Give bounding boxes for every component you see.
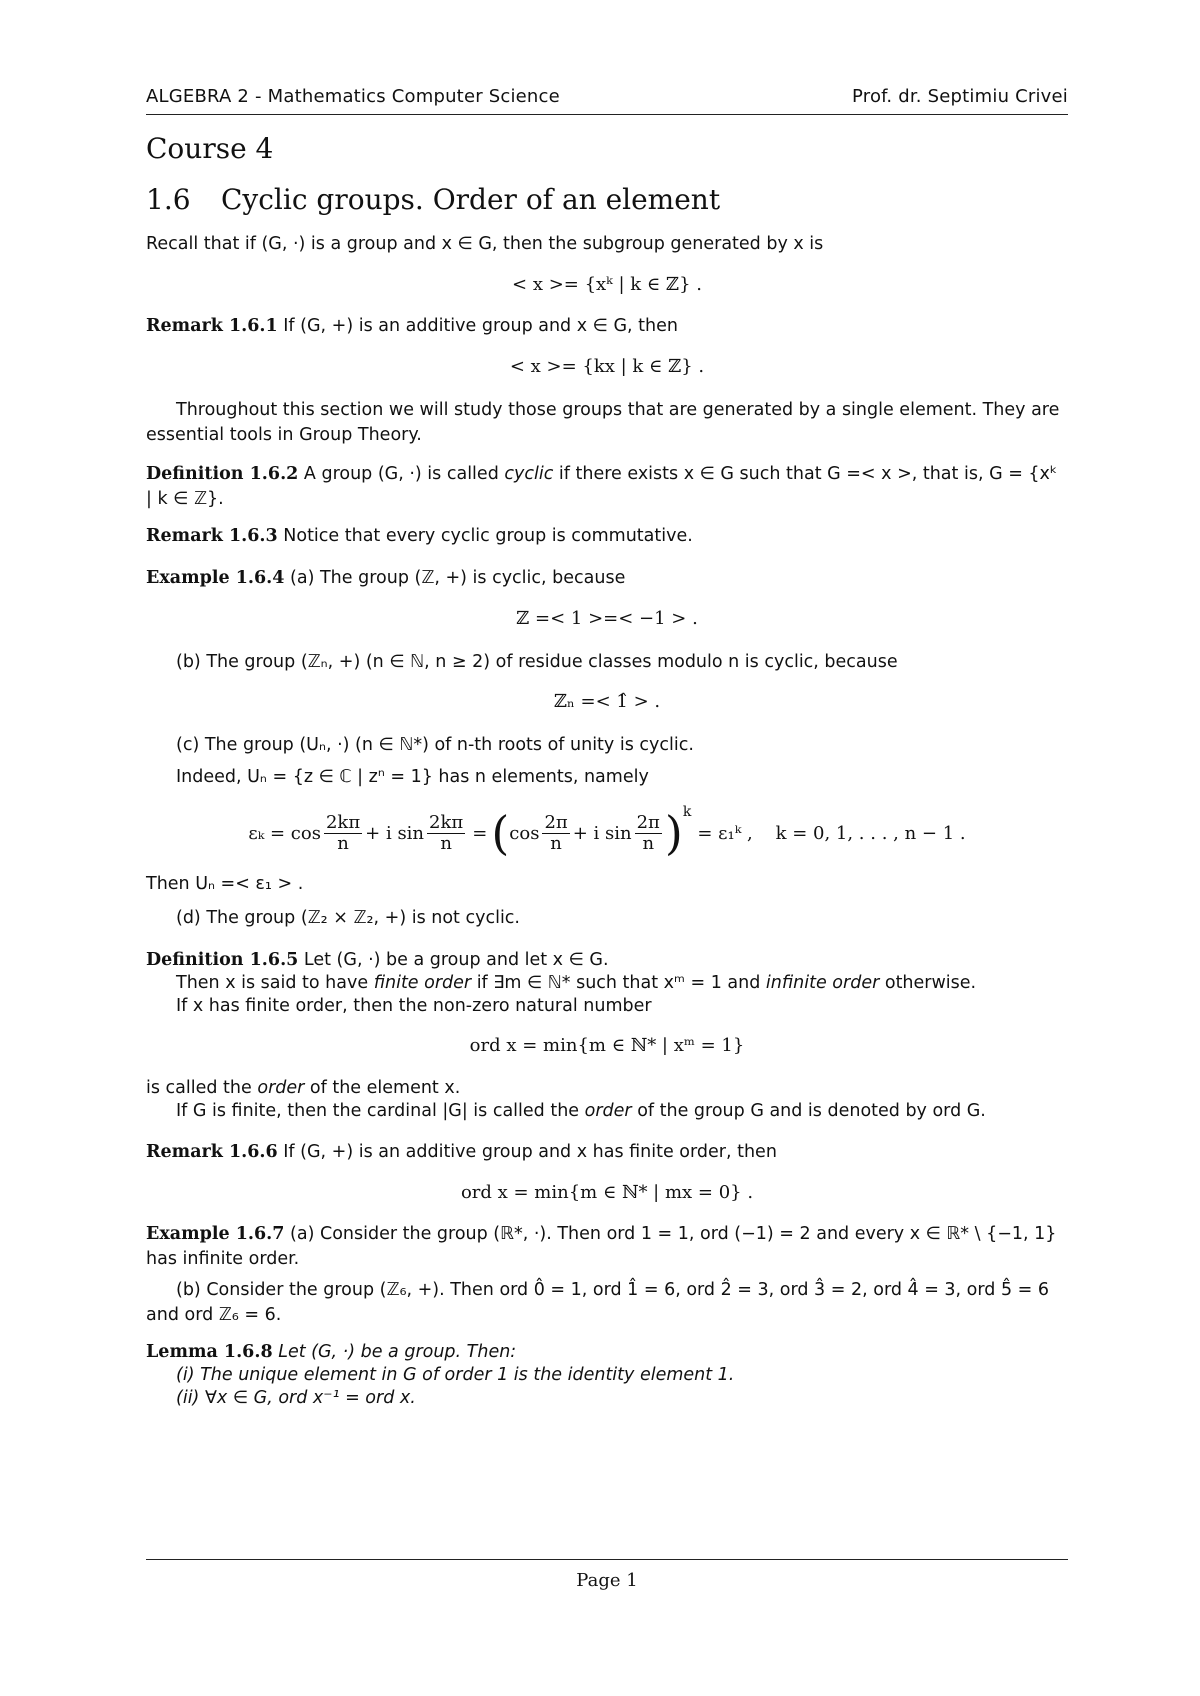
then-un: Then Uₙ =< ε₁ > . [146, 874, 304, 894]
fraction: $\frac{2\pi}{n}$ [636, 811, 660, 854]
throughout-paragraph: Throughout this section we will study those groups that are generated by a single element. They are essential tools in Group Theory. [146, 400, 1060, 445]
lemma-1-6-8 [146, 1340, 1068, 1365]
equation-ord-additive: ord x = min{m ∈ ℕ* | mx = 0} . [460, 1182, 754, 1203]
remark-text: If (G, +) is an additive group and x ∈ G, then [283, 316, 678, 336]
remark-text: Notice that every cyclic group is commutative. [283, 526, 693, 546]
definition-1-6-5-after1: is called the order of the element x. [146, 1078, 461, 1098]
remark-label: Remark 1.6.6 [146, 1142, 278, 1162]
example-part-a: (a) The group (ℤ, +) is cyclic, because [290, 568, 626, 588]
example-label: Example 1.6.7 [146, 1224, 285, 1244]
intro-paragraph: Recall that if (G, ·) is a group and x ∈ G, then the subgroup generated by x is [146, 234, 824, 254]
example-part-c-indeed: Indeed, Uₙ = {z ∈ ℂ | zⁿ = 1} has n elements, namely [176, 767, 649, 787]
lemma-item-ii: (ii) ∀x ∈ G, ord x⁻¹ = ord x. [176, 1388, 416, 1408]
definition-1-6-5-line2: Then x is said to have finite order if ∃m ∈ ℕ* such that xᵐ = 1 and infinite order otherwise. [176, 973, 977, 993]
example-part-c: (c) The group (Uₙ, ·) (n ∈ ℕ*) of n-th roots of unity is cyclic. [176, 735, 694, 755]
running-header [146, 86, 1068, 107]
term-finite-order: finite order [373, 973, 472, 993]
example-1-6-7 [146, 1222, 1068, 1272]
example-part-b: (b) The group (ℤₙ, +) (n ∈ ℕ, n ≥ 2) of residue classes modulo n is cyclic, because [176, 652, 898, 672]
right-paren: ) [664, 806, 683, 860]
section-title: Cyclic groups. Order of an element [221, 183, 721, 216]
definition-1-6-5-after2: If G is finite, then the cardinal |G| is called the order of the group G and is denoted by ord G. [176, 1101, 986, 1121]
example-1-6-7-part-b: (b) Consider the group (ℤ₆, +). Then ord 0̂ = 1, ord 1̂ = 6, ord 2̂ = 3, ord 3̂ = 2, ord 4̂ = 3, ord 5̂ = 6 and ord ℤ₆ = 6. [146, 1280, 1050, 1325]
header-author: Prof. dr. Septimiu Crivei [852, 86, 1068, 107]
fraction: $\frac{2\pi}{n}$ [544, 811, 568, 854]
section-number: 1.6 [146, 183, 191, 216]
eps-lhs: εₖ = cos [248, 822, 321, 844]
example-part-d: (d) The group (ℤ₂ × ℤ₂, +) is not cyclic. [176, 908, 520, 928]
remark-1-6-6 [146, 1140, 1068, 1165]
course-title: Course 4 [146, 132, 274, 165]
equation-zn: ℤₙ =< 1̂ > . [553, 691, 661, 712]
term-infinite-order: infinite order [765, 973, 880, 993]
definition-text-pre: A group (G, ·) is called [303, 464, 499, 484]
definition-1-6-2 [146, 462, 1068, 512]
example-part-a: (a) Consider the group (ℝ*, ·). Then ord 1 = 1, ord (−1) = 2 and every x ∈ ℝ* \ {−1, 1} has infinite order. [146, 1224, 1057, 1269]
definition-text-post: if there exists x ∈ G such that G =< x >, that is, G = {xᵏ | k ∈ ℤ}. [146, 464, 1058, 509]
left-paren: ( [491, 806, 510, 860]
definition-1-6-5: Definition 1.6.5 Let (G, ·) be a group and let x ∈ G. [146, 950, 609, 970]
lemma-item-i: (i) The unique element in G of order 1 is the identity element 1. [176, 1365, 735, 1385]
equation-ord: ord x = min{m ∈ ℕ* | xᵐ = 1} [469, 1035, 745, 1056]
fraction: $\frac{2k\pi}{n}$ [429, 811, 464, 854]
remark-1-6-3 [146, 524, 1068, 549]
remark-text: If (G, +) is an additive group and x has finite order, then [283, 1142, 777, 1162]
remark-label: Remark 1.6.1 [146, 316, 278, 336]
equation-additive: < x >= {kx | k ∈ ℤ} . [509, 356, 705, 377]
remark-label: Remark 1.6.3 [146, 526, 278, 546]
power-k: k [682, 804, 692, 820]
equation-z: ℤ =< 1 >=< −1 > . [516, 608, 698, 629]
equation-roots-of-unity: εₖ = cos $\frac{2k\pi}{n}$ + i sin $\frac{2k\pi}{n}$ = ( cos $\frac{2\pi}{n}$ + i sin $\frac{2\pi}{n}$ ) $^k$ = ε₁ᵏ , k = 0, 1, . . . , n − 1 . [248, 804, 966, 860]
example-label: Example 1.6.4 [146, 568, 285, 588]
section-heading [146, 183, 1068, 216]
lemma-label: Lemma 1.6.8 [146, 1342, 273, 1362]
page-number: Page 1 [576, 1570, 638, 1591]
definition-label: Definition 1.6.2 [146, 464, 299, 484]
document-page [146, 0, 1068, 1696]
definition-label: Definition 1.6.5 [146, 950, 299, 970]
example-1-6-4 [146, 566, 1068, 591]
remark-1-6-1 [146, 314, 1068, 339]
header-course: ALGEBRA 2 - Mathematics Computer Science [146, 86, 560, 107]
definition-1-6-5-line3: If x has finite order, then the non-zero natural number [176, 996, 652, 1016]
footer-rule [146, 1559, 1068, 1560]
header-rule [146, 114, 1068, 115]
equation-subgroup: < x >= {xᵏ | k ∈ ℤ} . [512, 274, 702, 295]
fraction: $\frac{2k\pi}{n}$ [325, 811, 361, 854]
lemma-text: Let (G, ·) be a group. Then: [278, 1342, 517, 1362]
definition-term: cyclic [504, 464, 554, 484]
